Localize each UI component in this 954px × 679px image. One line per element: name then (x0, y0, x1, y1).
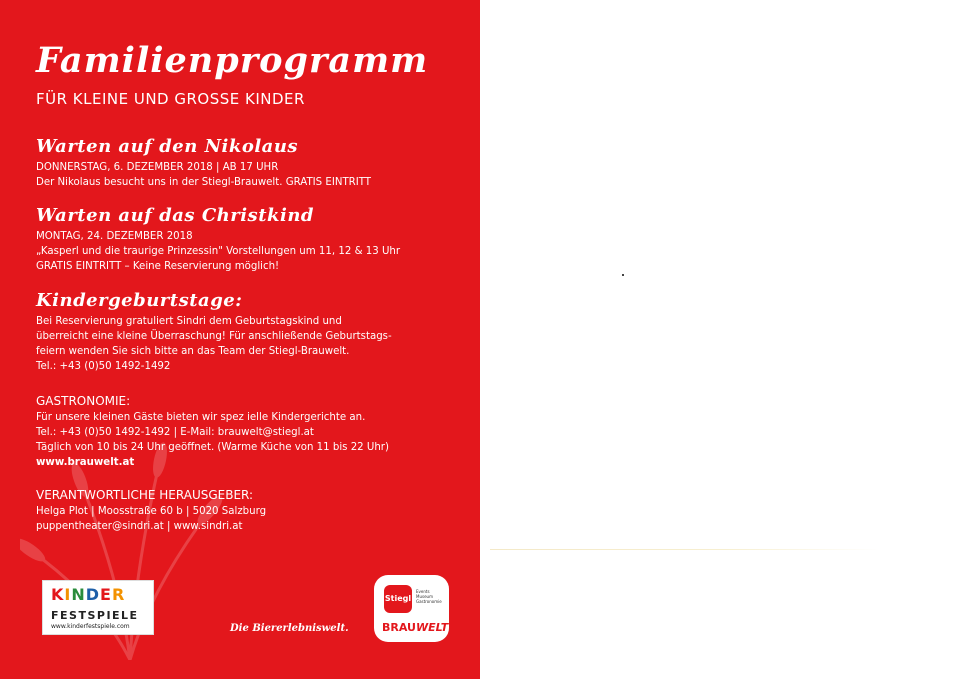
page-title: Familienprogramm (36, 40, 429, 81)
section-heading: Kindergeburtstage: (36, 290, 243, 311)
section-christkind (36, 205, 400, 274)
stiegl-brauwelt-logo (374, 575, 449, 642)
section-line: MONTAG, 24. DEZEMBER 2018 (36, 231, 193, 242)
section-line: puppentheater@sindri.at | www.sindri.at (36, 521, 243, 532)
kinderfestspiele-url: www.kinderfestspiele.com (51, 623, 130, 630)
section-line: feiern wenden Sie sich bitte an das Team der Stiegl-Brauwelt. (36, 346, 350, 357)
section-line: „Kasperl und die traurige Prinzessin" Vorstellungen um 11, 12 & 13 Uhr (36, 246, 401, 257)
faint-divider (490, 549, 880, 550)
section-line: überreicht eine kleine Überraschung! Für anschließende Geburtstags- (36, 331, 392, 342)
brand-tagline: Die Biererlebniswelt. (230, 623, 349, 634)
kinderfestspiele-logo (42, 580, 154, 635)
festspiele-text: FESTSPIELE (51, 609, 139, 622)
stiegl-subtext: Events Museum Gastronomie (416, 589, 442, 604)
section-nikolaus (36, 136, 371, 190)
section-line: GRATIS EINTRITT – Keine Reservierung möglich! (36, 261, 280, 272)
page-subtitle: FÜR KLEINE UND GROSSE KINDER (36, 90, 305, 108)
website-link[interactable]: www.brauwelt.at (36, 457, 135, 468)
kinder-logo-text: KINDER (51, 585, 126, 604)
section-gastronomie (36, 394, 389, 470)
section-line: Bei Reservierung gratuliert Sindri dem Geburtstagskind und (36, 316, 342, 327)
section-heading: Warten auf den Nikolaus (36, 136, 299, 157)
section-heading: Warten auf das Christkind (36, 205, 314, 226)
section-line: Der Nikolaus besucht uns in der Stiegl-Brauwelt. GRATIS EINTRITT (36, 177, 372, 188)
section-line: DONNERSTAG, 6. DEZEMBER 2018 | AB 17 UHR (36, 162, 279, 173)
section-line: Tel.: +43 (0)50 1492-1492 (36, 361, 171, 372)
section-herausgeber (36, 488, 266, 534)
stiegl-badge: Stiegl (384, 585, 412, 613)
section-heading: GASTRONOMIE: (36, 394, 131, 408)
section-line: Helga Plot | Moosstraße 60 b | 5020 Salzburg (36, 506, 267, 517)
section-line: Täglich von 10 bis 24 Uhr geöffnet. (Warme Küche von 11 bis 22 Uhr) (36, 442, 389, 453)
brauwelt-wordmark: BRAUWELT (382, 621, 449, 634)
section-geburtstage (36, 290, 392, 374)
section-heading: VERANTWORTLICHE HERAUSGEBER: (36, 488, 254, 502)
section-line: Für unsere kleinen Gäste bieten wir spez ielle Kindergerichte an. (36, 412, 366, 423)
stray-dot (622, 274, 624, 276)
section-line: Tel.: +43 (0)50 1492-1492 | E-Mail: brauwelt@stiegl.at (36, 427, 314, 438)
